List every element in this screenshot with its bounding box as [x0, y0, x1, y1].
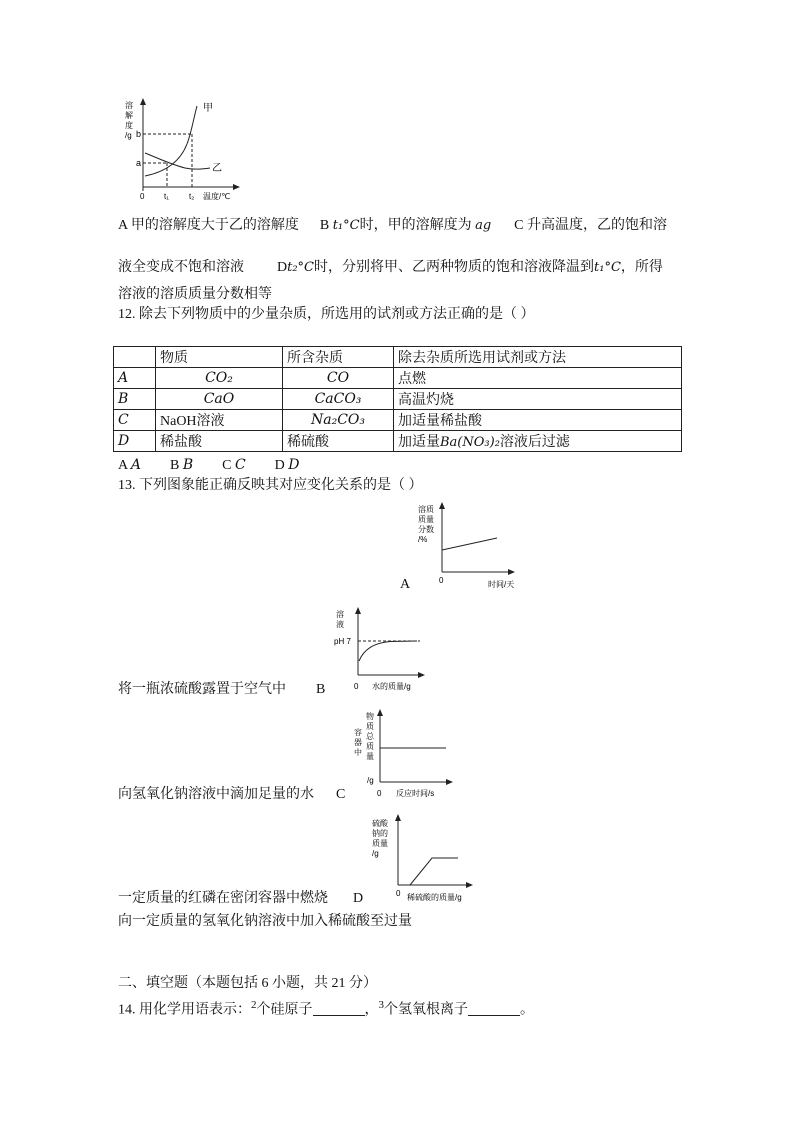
x-axis-arrow	[466, 882, 473, 888]
graph11-origin: 0	[140, 192, 145, 201]
q11-line3: 溶液的溶质质量分数相等	[118, 287, 272, 302]
tick-t2: t₂	[189, 192, 195, 201]
q12-options	[118, 455, 300, 476]
tick-t1: t₁	[164, 192, 169, 201]
cell-impurity: 稀硫酸	[283, 431, 394, 452]
q14-sep: ，	[364, 1002, 379, 1018]
ylabel-b-3: 总	[366, 732, 374, 741]
cell-method: 点燃	[394, 368, 682, 389]
graph11-ylabel-1: 溶	[125, 101, 133, 110]
q11-line2	[118, 258, 663, 278]
q11-option-b-ag: ag	[475, 218, 492, 233]
method-pre: 加适量	[398, 435, 440, 450]
answer-blank-1[interactable]	[313, 1001, 365, 1016]
ylabel-3: 分数	[418, 525, 434, 534]
curve-jia	[145, 106, 197, 176]
y-axis-arrow	[140, 98, 146, 105]
q14-num1: 2	[251, 999, 257, 1011]
label-jia: 甲	[203, 103, 213, 114]
table-row	[114, 368, 682, 389]
graph-a	[412, 500, 522, 592]
graph11-ylabel-4: /g	[125, 131, 132, 140]
ylabel-a-3: 中	[354, 748, 362, 757]
ylabel-1: 溶	[336, 610, 344, 619]
q11-option-b-temp: t₁°C	[332, 218, 360, 233]
q11-option-c: C 升高温度，乙的饱和溶	[514, 218, 667, 233]
q14-num2: 3	[378, 999, 384, 1011]
curve	[359, 641, 417, 661]
xlabel: 反应时间/s	[396, 789, 435, 798]
q12-question: 12. 除去下列物质中的少量杂质，所选用的试剂或方法正确的是（ ）	[118, 307, 535, 322]
origin: 0	[396, 889, 401, 898]
cell-impurity: Na₂CO₃	[283, 410, 394, 431]
q14-prefix: 14. 用化学用语表示：	[118, 1002, 251, 1018]
curve	[410, 858, 458, 885]
row-label: C	[114, 410, 156, 431]
q11-option-d-text: 时，分别将甲、乙两种物质的饱和溶液降温到	[314, 260, 595, 275]
y-axis-arrow	[395, 814, 401, 821]
table-row	[114, 389, 682, 410]
origin: 0	[354, 682, 359, 691]
row-label: B	[114, 389, 156, 410]
cell-method: 高温灼烧	[394, 389, 682, 410]
option-d: D	[274, 458, 285, 473]
cell-method	[394, 431, 682, 452]
cell-substance: CO₂	[156, 368, 283, 389]
q13-statement-b: 向氢氧化钠溶液中滴加足量的水	[118, 787, 314, 802]
cell-impurity: CaCO₃	[283, 389, 394, 410]
header-substance: 物质	[156, 347, 283, 368]
graph11-ylabel-2: 解	[125, 111, 133, 120]
cell-impurity: CO	[283, 368, 394, 389]
table-row	[114, 431, 682, 452]
solubility-graph	[115, 96, 245, 206]
graph-d	[370, 812, 480, 902]
q11-option-d-post: ，所得	[620, 260, 663, 275]
graph11-xlabel: 温度/℃	[203, 192, 231, 201]
graph-b-letter: B	[316, 682, 326, 697]
ylabel-1: 溶质	[418, 505, 434, 514]
ylabel-a-2: 器	[354, 738, 362, 747]
cell-substance: NaOH溶液	[156, 410, 283, 431]
graph-d-letter: D	[353, 891, 364, 906]
q14-end: 。	[520, 1002, 534, 1018]
method-post: 溶液后过滤	[499, 435, 570, 450]
q13-statement-a: 将一瓶浓硫酸露置于空气中	[118, 682, 286, 697]
x-axis-arrow	[446, 779, 453, 785]
ylabel-4: /%	[418, 535, 428, 544]
graph11-ylabel-3: 度	[125, 121, 133, 130]
q12-table	[113, 346, 682, 452]
ylabel-b-5: 量	[366, 752, 374, 761]
xlabel: 稀硫酸的质量/g	[407, 893, 462, 902]
header-method: 除去杂质所选用试剂或方法	[394, 347, 682, 368]
ylabel-2: 钠的	[372, 829, 388, 838]
header-blank	[114, 347, 156, 368]
graph-c	[350, 707, 460, 802]
option-a: A	[118, 458, 128, 473]
option-a-italic: A	[130, 457, 141, 473]
label-yi: 乙	[212, 163, 222, 174]
q13-statement-c: 一定质量的红磷在密闭容器中燃烧	[118, 891, 328, 906]
curve	[442, 538, 497, 550]
row-label: D	[114, 431, 156, 452]
answer-blank-2[interactable]	[468, 1001, 520, 1016]
xlabel: 水的质量/g	[372, 682, 411, 691]
cell-substance: CaO	[156, 389, 283, 410]
x-axis-arrow	[233, 184, 240, 190]
q14-item2: 个氢氧根离子	[384, 1002, 468, 1018]
x-axis-arrow	[508, 569, 515, 575]
method-formula: Ba(NO₃)₂	[440, 435, 500, 450]
q11-option-d-t2: t₂°C	[287, 260, 315, 275]
ph-label: pH 7	[334, 637, 351, 646]
table-row	[114, 410, 682, 431]
ylabel-b-1: 物	[366, 712, 374, 721]
x-axis-arrow	[418, 672, 425, 678]
xlabel: 时间/天	[488, 580, 515, 589]
q11-line1	[118, 216, 667, 236]
tick-a: a	[136, 158, 142, 168]
tick-b: b	[136, 129, 142, 139]
q14-item1: 个硅原子	[256, 1002, 313, 1018]
curve-yi	[145, 153, 210, 169]
y-axis-arrow	[377, 709, 383, 716]
q11-option-b-letter: B	[319, 218, 330, 233]
q11-option-c-cont: 液全变成不饱和溶液	[118, 260, 244, 275]
section-heading: 二、填空题（本题包括 6 小题，共 21 分）	[118, 976, 377, 991]
q11-option-d-letter: D	[277, 260, 288, 275]
cell-method: 加适量稀盐酸	[394, 410, 682, 431]
y-axis-arrow	[439, 502, 445, 509]
ylabel-2: 液	[336, 620, 344, 629]
q11-option-d-t1: t₁°C	[594, 260, 621, 275]
cell-substance: 稀盐酸	[156, 431, 283, 452]
option-b: B	[169, 458, 180, 473]
option-c-italic: C	[234, 457, 246, 473]
q13-statement-d: 向一定质量的氢氧化钠溶液中加入稀硫酸至过量	[118, 914, 412, 929]
ylabel-b-2: 质	[366, 722, 374, 731]
graph-a-letter: A	[400, 577, 411, 592]
q13-question: 13. 下列图象能正确反映其对应变化关系的是（ ）	[118, 478, 423, 493]
origin: 0	[439, 576, 444, 585]
table-header-row	[114, 347, 682, 368]
ylabel-b-4: 质	[366, 742, 374, 751]
ylabel-unit: /g	[367, 776, 374, 785]
option-c: C	[222, 458, 232, 473]
ylabel-1: 硫酸	[372, 819, 388, 828]
ylabel-3: 质量	[372, 839, 388, 848]
ylabel-4: /g	[372, 849, 379, 858]
graph-c-letter: C	[336, 787, 346, 802]
graph-b	[332, 605, 432, 695]
q14-line	[118, 995, 534, 1021]
row-label: A	[114, 368, 156, 389]
ylabel-2: 质量	[418, 515, 434, 524]
ylabel-a-1: 容	[354, 728, 362, 737]
q11-option-a: A 甲的溶解度大于乙的溶解度	[118, 218, 299, 233]
y-axis-arrow	[355, 607, 361, 614]
origin: 0	[377, 789, 382, 798]
option-b-italic: B	[182, 457, 194, 473]
header-impurity: 所含杂质	[283, 347, 394, 368]
q11-option-b-text: 时，甲的溶解度为	[359, 218, 472, 233]
option-d-italic: D	[288, 457, 300, 473]
